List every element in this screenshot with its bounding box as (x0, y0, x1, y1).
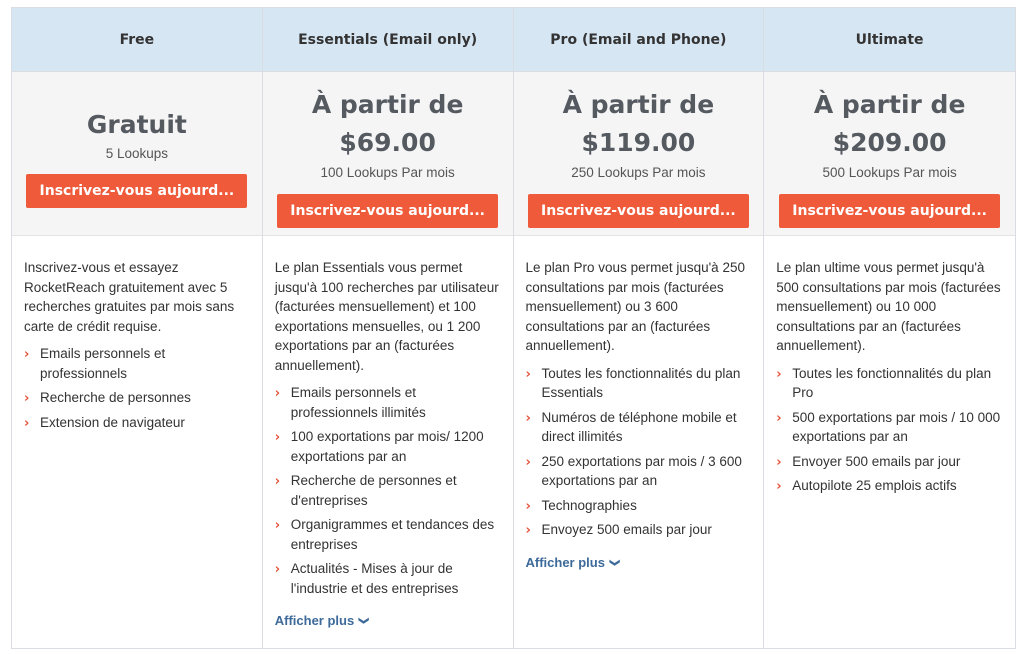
chevron-right-icon: › (525, 454, 531, 470)
plan-description: Le plan Pro vous permet jusqu'à 250 consultations par mois (facturées mensuellement) ou 3 600 consultations par an (facturées annuellement). (525, 260, 745, 353)
price-prefix: À partir de (562, 90, 715, 119)
lookups-count: 500 Lookups Par mois (822, 165, 957, 180)
plan-details (514, 236, 764, 572)
chevron-right-icon: › (525, 366, 531, 382)
feature-text: 250 exportations par mois / 3 600 exportations par an (541, 453, 742, 488)
show-more-label: Afficher plus (274, 613, 355, 628)
price-area (514, 72, 764, 236)
plan-name: Essentials (Email only) (263, 8, 513, 72)
plan-name: Pro (Email and Phone) (514, 8, 764, 72)
plan-essentials (263, 8, 514, 648)
feature-list (275, 383, 501, 598)
chevron-right-icon: › (274, 518, 281, 533)
chevron-right-icon: › (525, 410, 531, 426)
price-prefix: À partir de (813, 90, 966, 119)
price-area (263, 72, 513, 236)
plan-description: Inscrivez-vous et essayez RocketReach gratuitement avec 5 recherches gratuites par mois sans carte de crédit requise. (24, 260, 235, 334)
feature-text: Emails personnels et professionnels (40, 346, 166, 381)
feature-text: 100 exportations par mois/ 1200 exportations par an (290, 429, 484, 464)
chevron-down-icon: ❯ (358, 616, 370, 625)
show-more-link[interactable] (526, 553, 619, 573)
plan-pro (514, 8, 765, 648)
feature-item (776, 452, 1003, 472)
feature-item (526, 452, 752, 491)
price-amount: $209.00 (832, 128, 947, 157)
chevron-right-icon: › (24, 391, 30, 406)
plan-name: Free (12, 8, 262, 72)
chevron-right-icon: › (274, 386, 281, 401)
feature-text: Actualités - Mises à jour de l'industrie et des entreprises (290, 561, 459, 596)
feature-item (526, 520, 752, 540)
price-area (12, 72, 262, 236)
feature-list (776, 364, 1003, 496)
chevron-right-icon: › (274, 430, 281, 445)
feature-text: Envoyer 500 emails par jour (792, 453, 961, 469)
feature-item (526, 364, 752, 403)
feature-item (275, 471, 501, 510)
feature-item (776, 364, 1003, 403)
feature-item (275, 383, 501, 422)
plan-details (12, 236, 262, 437)
feature-item (776, 476, 1003, 496)
signup-button-ultimate[interactable]: Inscrivez-vous aujourd... (779, 194, 1000, 228)
chevron-right-icon: › (525, 523, 531, 538)
chevron-right-icon: › (24, 347, 30, 362)
plan-details (263, 236, 513, 631)
chevron-right-icon: › (24, 415, 30, 431)
signup-button-essentials[interactable]: Inscrivez-vous aujourd... (277, 194, 498, 228)
feature-item (776, 408, 1003, 447)
lookups-count: 250 Lookups Par mois (571, 165, 706, 180)
price-amount: $69.00 (339, 128, 436, 157)
plan-description: Le plan ultime vous permet jusqu'à 500 consultations par mois (facturées mensuellement) ou 10 000 consultations par an (facturées annuellement). (776, 260, 1001, 353)
lookups-count: 100 Lookups Par mois (320, 165, 455, 180)
chevron-right-icon: › (525, 498, 531, 514)
plan-details (764, 236, 1015, 501)
chevron-right-icon: › (776, 454, 782, 470)
feature-text: Toutes les fonctionnalités du plan Pro (792, 365, 992, 400)
show-more-label: Afficher plus (525, 554, 605, 570)
feature-text: Numéros de téléphone mobile et direct illimités (541, 409, 737, 444)
chevron-right-icon: › (776, 479, 782, 494)
feature-item (24, 413, 250, 433)
price-area (764, 72, 1015, 236)
feature-list (24, 344, 250, 432)
pricing-table (11, 7, 1016, 649)
chevron-right-icon: › (274, 474, 281, 489)
feature-text: Recherche de personnes et d'entreprises (290, 473, 457, 508)
feature-item (526, 408, 752, 447)
feature-item (24, 344, 250, 383)
feature-text: Emails personnels et professionnels illimités (290, 385, 426, 420)
feature-item (275, 515, 501, 554)
chevron-right-icon: › (776, 366, 782, 382)
chevron-down-icon: ❯ (608, 558, 620, 567)
lookups-count: 5 Lookups (105, 146, 169, 161)
feature-text: Extension de navigateur (40, 414, 185, 430)
feature-item (275, 427, 501, 466)
feature-text: Toutes les fonctionnalités du plan Essentials (541, 365, 741, 400)
feature-text: 500 exportations par mois / 10 000 exportations par an (792, 409, 1001, 444)
chevron-right-icon: › (776, 410, 782, 426)
feature-item (24, 388, 250, 408)
price-amount: $119.00 (581, 128, 696, 157)
feature-text: Organigrammes et tendances des entreprises (290, 517, 495, 552)
feature-text: Autopilote 25 emplois actifs (792, 478, 957, 493)
feature-text: Recherche de personnes (40, 390, 191, 405)
feature-list (526, 364, 752, 540)
signup-button-pro[interactable]: Inscrivez-vous aujourd... (528, 194, 749, 228)
signup-button-free[interactable]: Inscrivez-vous aujourd... (26, 174, 247, 208)
price-prefix: À partir de (311, 90, 464, 119)
plan-ultimate (764, 8, 1015, 648)
feature-item (526, 496, 752, 516)
feature-text: Technographies (541, 497, 637, 513)
show-more-link[interactable] (275, 611, 368, 631)
plan-name: Ultimate (764, 8, 1015, 72)
feature-text: Envoyez 500 emails par jour (541, 522, 712, 537)
price-label: Gratuit (86, 110, 187, 139)
chevron-right-icon: › (274, 562, 281, 577)
plan-description: Le plan Essentials vous permet jusqu'à 100 recherches par utilisateur (facturées mensuellement) et 100 exportations mensuelles, ou 1 200 exportations par an (facturées annuellement). (274, 260, 499, 373)
plan-free (12, 8, 263, 648)
feature-item (275, 559, 501, 598)
